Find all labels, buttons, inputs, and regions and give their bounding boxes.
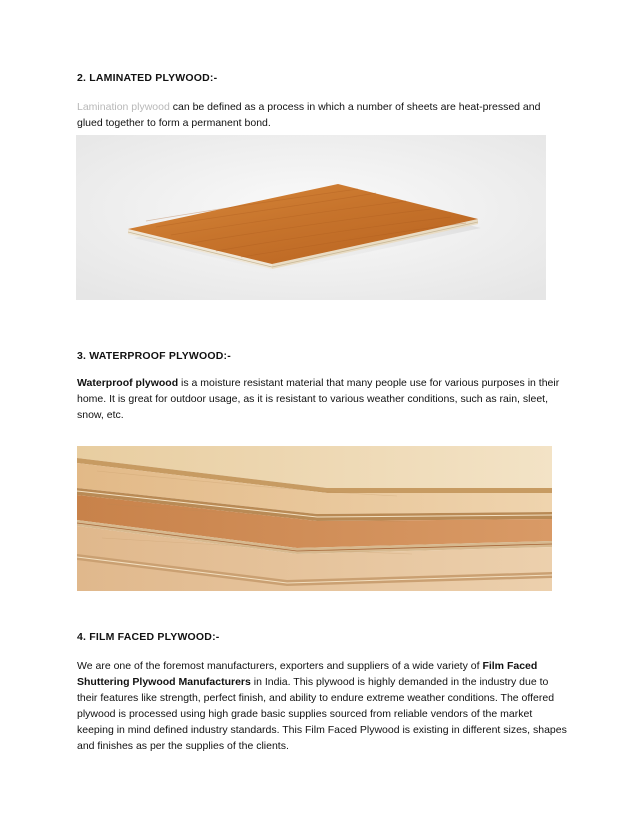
waterproof-body-text: is a moisture resistant material that many people use for various purposes in their home. It is great for outdoor usage, as it is resistant to various weather conditions, such as rain, sleet, snow, etc. bbox=[77, 377, 560, 421]
waterproof-plywood-term: Waterproof plywood bbox=[77, 377, 179, 389]
waterproof-plywood-image bbox=[77, 446, 552, 591]
film-faced-manufacturers-term: Film Faced Shuttering Plywood Manufacturers bbox=[77, 660, 538, 688]
section-paragraph-film-faced bbox=[77, 658, 567, 754]
film-faced-text-2: in India. This plywood is highly demanded in the industry due to their features like strength, perfect finish, and ability to endure extreme weather conditions. The offered plywood is processed using high grade basic supplies sourced from reliable vendors of the market keeping in mind defined industry standards. This Film Faced Plywood is existing in different sizes, shapes and finishes as per the supplies of the clients. bbox=[77, 676, 567, 752]
section-paragraph-waterproof bbox=[77, 375, 567, 423]
section-heading-film-faced: 4. FILM FACED PLYWOOD:- bbox=[77, 631, 220, 643]
section-paragraph-laminated bbox=[77, 99, 567, 131]
film-faced-text-1: We are one of the foremost manufacturers, exporters and suppliers of a wide variety of bbox=[77, 660, 483, 672]
laminated-body-text: can be defined as a process in which a number of sheets are heat-pressed and glued together to form a permanent bond. bbox=[77, 101, 541, 129]
section-heading-laminated: 2. LAMINATED PLYWOOD:- bbox=[77, 72, 218, 84]
section-heading-waterproof: 3. WATERPROOF PLYWOOD:- bbox=[77, 350, 231, 362]
lamination-plywood-link[interactable]: Lamination plywood bbox=[77, 101, 170, 113]
laminated-plywood-image bbox=[76, 135, 546, 300]
